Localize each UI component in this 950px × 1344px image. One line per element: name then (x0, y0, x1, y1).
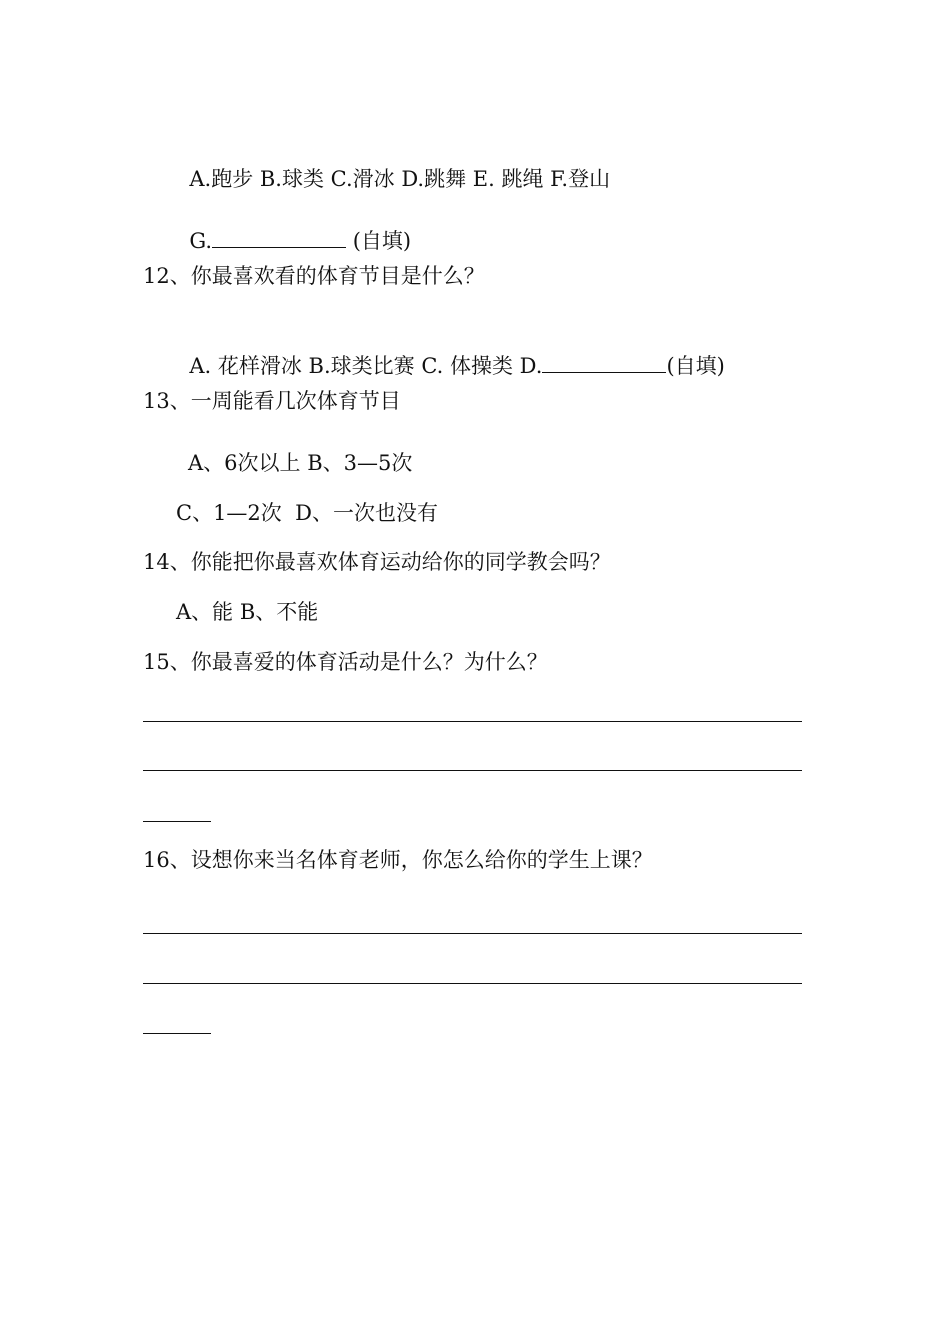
q11-options-text: A.跑步 B.球类 C.滑冰 D.跳舞 E. 跳绳 F.登山 (189, 167, 611, 191)
q15-answer-line-2[interactable] (143, 770, 802, 771)
q12-option-d-blank[interactable] (542, 352, 666, 373)
q12-question: 12、你最喜欢看的体育节目是什么？ (143, 264, 485, 288)
q15-question: 15、你最喜爱的体育活动是什么？为什么？ (143, 650, 548, 674)
q11-option-g (176, 199, 411, 255)
q13-options-line2: C、1—2次 D、一次也没有 (176, 501, 438, 525)
q14-question: 14、你能把你最喜欢体育运动给你的同学教会吗？ (143, 550, 611, 574)
q13-options-line1: A、6次以上 B、3—5次 (188, 451, 413, 475)
q12-options (176, 324, 725, 380)
q16-answer-line-1[interactable] (143, 933, 802, 934)
q16-answer-line-3[interactable] (143, 1033, 211, 1034)
q13-question: 13、一周能看几次体育节目 (143, 389, 401, 413)
q12-options-text: A. 花样滑冰 B.球类比赛 C. 体操类 D. (189, 354, 543, 378)
q16-question: 16、设想你来当名体育老师，你怎么给你的学生上课？ (143, 848, 653, 872)
q11-option-g-prefix: G. (189, 229, 213, 253)
q11-options-line1 (176, 137, 610, 193)
q15-answer-line-3[interactable] (143, 821, 211, 822)
q11-option-g-blank[interactable] (212, 227, 346, 248)
q15-answer-line-1[interactable] (143, 721, 802, 722)
q14-options: A、能 B、不能 (176, 600, 319, 624)
q12-options-suffix: (自填) (666, 354, 725, 378)
q16-answer-line-2[interactable] (143, 983, 802, 984)
q11-option-g-suffix: (自填) (346, 229, 412, 253)
